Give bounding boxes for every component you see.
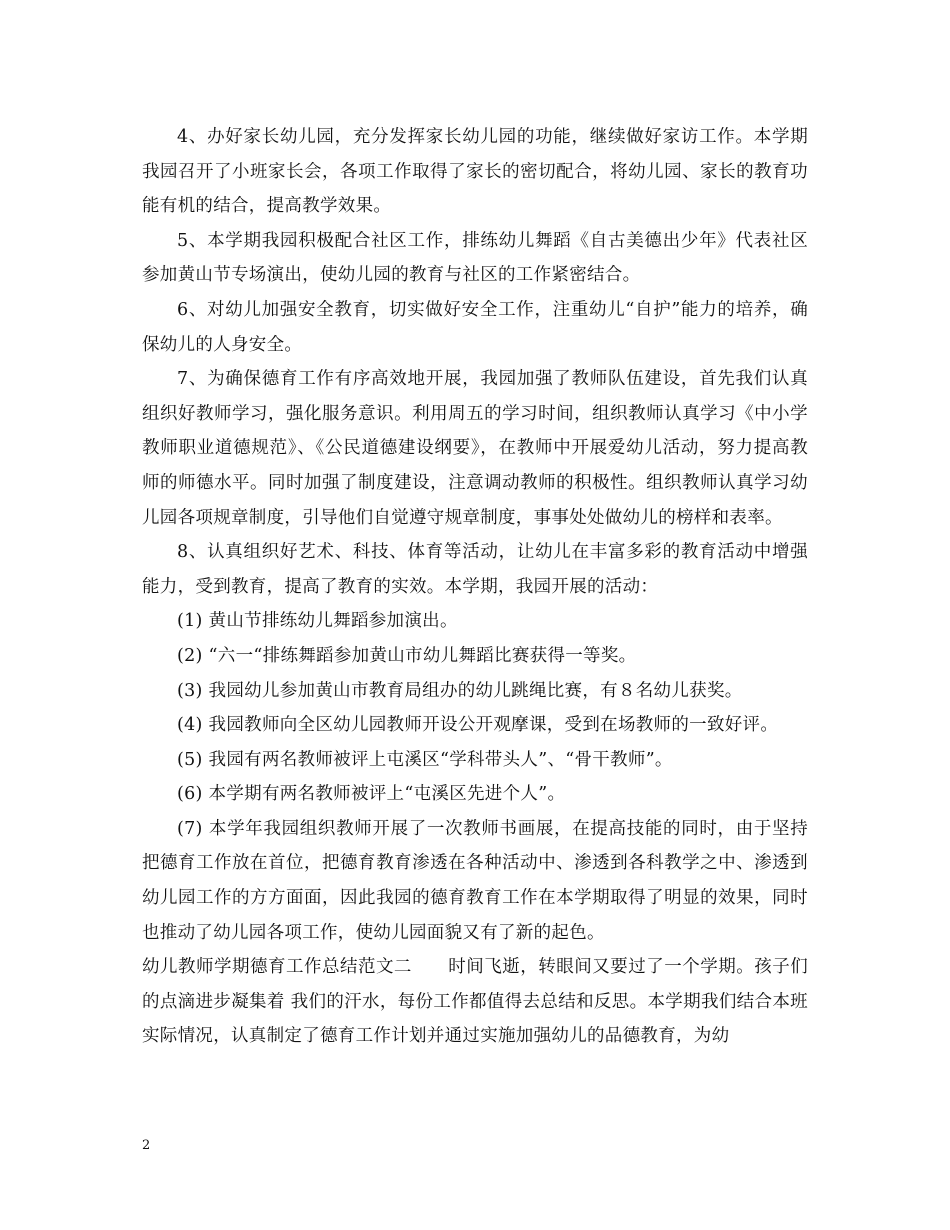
paragraph-4: 4、办好家长幼儿园，充分发挥家长幼儿园的功能，继续做好家访工作。本学期我园召开了小班家长会，各项工作取得了家长的密切配合，将幼儿园、家长的教育功能有机的结合，提高教学效果。 [142, 127, 808, 217]
section-2-body-part1: 时间飞逝，转眼间又要过了一个学期。孩子们的点滴进步凝集着 [142, 957, 809, 1012]
paragraph-8: 8、认真组织好艺术、科技、体育等活动，让幼儿在丰富多彩的教育活动中增强能力，受到教育，提高了教育的实效。本学期，我园开展的活动： [142, 542, 808, 597]
title-gap [412, 957, 448, 977]
paragraph-7: 7、为确保德育工作有序高效地开展，我园加强了教师队伍建设，首先我们认真组织好教师学习，强化服务意识。利用周五的学习时间，组织教师认真学习《中小学教师职业道德规范》、《公民道德建设纲要》，在教师中开展爱幼儿活动，努力提高教师的师德水平。同时加强了制度建设，注意调动教师的积极性。组织教师认真学习幼儿园各项规章制度，引导他们自觉遵守规章制度，事事处处做幼儿的榜样和表率。 [142, 369, 808, 528]
activity-item-5: (5) 我园有两名教师被评上屯溪区“学科带头人”、“骨干教师”。 [177, 749, 673, 770]
activity-item-7: (7) 本学年我园组织教师开展了一次教师书画展，在提高技能的同时，由于坚持把德育工作放在首位，把德育教育渗透在各种活动中、渗透到各科教学之中、渗透到幼儿园工作的方方面面，因此我园的德育教育工作在本学期取得了明显的效果，同时也推动了幼儿园各项工作，使幼儿园面貌又有了新的起色。 [142, 818, 808, 943]
paragraph-6: 6、对幼儿加强安全教育，切实做好安全工作，注重幼儿“自护”能力的培养，确保幼儿的人身安全。 [142, 299, 808, 355]
section-2-body-part2: 我们的汗水，每份工作都值得去总结和反思。本学期我们结合本班实际情况，认真制定了德育工作计划并通过实施加强幼儿的品德教育，为幼 [142, 991, 808, 1047]
activity-item-3: (3) 我园幼儿参加黄山市教育局组办的幼儿跳绳比赛，有８名幼儿获奖。 [177, 680, 743, 701]
page-number: 2 [142, 1138, 151, 1153]
activity-item-6: (6) 本学期有两名教师被评上“屯溪区先进个人”。 [177, 784, 566, 805]
paragraph-5: 5、本学期我园积极配合社区工作，排练幼儿舞蹈《自古美德出少年》代表社区参加黄山节专场演出，使幼儿园的教育与社区的工作紧密结合。 [142, 230, 808, 286]
section-2-title: 幼儿教师学期德育工作总结范文二 [142, 957, 412, 978]
activity-item-2: (2) “六一“排练舞蹈参加黄山市幼儿舞蹈比赛获得一等奖。 [177, 645, 637, 666]
activity-item-4: (4) 我园教师向全区幼儿园教师开设公开观摩课，受到在场教师的一致好评。 [177, 715, 779, 736]
document-body [142, 120, 808, 1054]
activity-item-1: (1) 黄山节排练幼儿舞蹈参加演出。 [177, 611, 458, 632]
section-2-paragraph [142, 950, 808, 1054]
